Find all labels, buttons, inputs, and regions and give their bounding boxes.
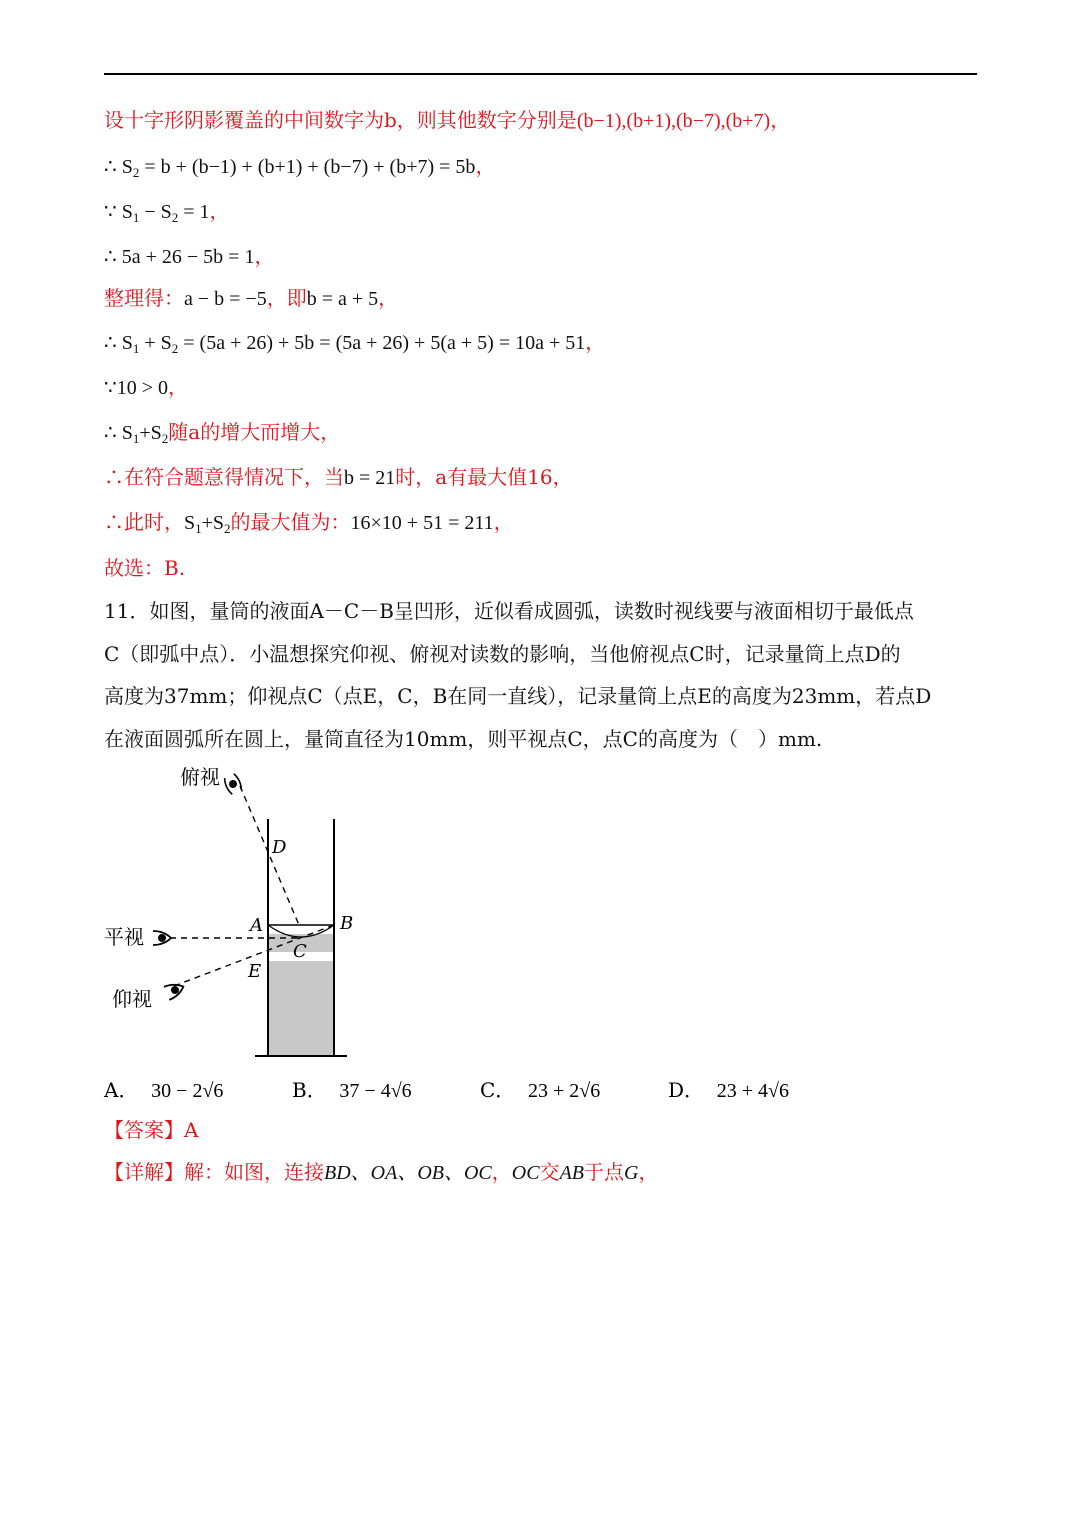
- answer-line: [104, 1116, 198, 1144]
- question-line-1: 11．如图，量筒的液面A－C－B呈凹形，近似看成圆弧，读数时视线要与液面相切于最低点: [104, 599, 914, 623]
- option-a-value: 30 − 2√6: [151, 1080, 224, 1102]
- solution-line-4: ∴ 5a + 26 − 5b = 1，: [104, 244, 275, 268]
- sight-line-top: [240, 786, 299, 925]
- answer-tag: 【答案】: [104, 1118, 184, 1142]
- answer-options: [104, 1074, 864, 1102]
- point-c: C: [293, 941, 307, 962]
- label-mid: 平视: [104, 925, 144, 949]
- eye-icon-mid: [153, 931, 171, 945]
- label-bottom: 仰视: [112, 987, 152, 1011]
- solution-line-3: ∵ $S_1 - S_2 = 1$，: [104, 199, 230, 225]
- solution-line-11: 故选：B.: [104, 556, 186, 580]
- question-line-2: C（即弧中点）．小温想探究仰视、俯视对读数的影响，当他俯视点C时，记录量筒上点D的: [104, 642, 901, 666]
- solution-line-5: 整理得：a − b = −5，即b = a + 5，: [104, 286, 399, 310]
- detail-tag: 【详解】: [104, 1160, 184, 1184]
- option-d-value: 23 + 4√6: [716, 1080, 790, 1102]
- option-c-letter: C．: [480, 1078, 516, 1102]
- header-rule: [104, 73, 977, 75]
- option-b-value: 37 − 4√6: [339, 1080, 412, 1102]
- solution-line-2: ∴ $S_2 = b + (b-1) + (b+1) + (b-7) + (b+7) = 5b$，: [104, 154, 496, 180]
- eye-icon-bottom: [164, 980, 186, 1000]
- solution-line-1: 设十字形阴影覆盖的中间数字为b，则其他数字分别是(b−1),(b+1),(b−7),(b+7)，: [104, 108, 791, 132]
- answer-value: A: [184, 1118, 199, 1142]
- option-b[interactable]: [292, 1074, 412, 1103]
- question-line-3: 高度为37mm；仰视点C（点E，C，B在同一直线），记录量筒上点E的高度为23mm，若点D: [104, 684, 932, 708]
- solution-line-9: ∴在符合题意得情况下，当b = 21时，a有最大值16，: [104, 465, 573, 489]
- option-c-value: 23 + 2√6: [528, 1080, 601, 1102]
- option-a[interactable]: [104, 1074, 223, 1103]
- solution-line-7: ∵10 > 0，: [104, 375, 189, 399]
- solution-line-10: ∴此时，$S_1+S_2$的最大值为：16×10 + 51 = 211，: [104, 510, 514, 536]
- point-a: A: [250, 915, 263, 936]
- eye-icon-top: [223, 773, 243, 795]
- point-b: B: [340, 913, 354, 934]
- option-b-letter: B．: [292, 1078, 327, 1102]
- solution-line-6: ∴ $S_1 + S_2 = (5a + 26) + 5b = (5a + 26) + 5(a + 5) = 10a + 51$，: [104, 330, 606, 356]
- option-d[interactable]: [668, 1074, 789, 1103]
- option-a-letter: A．: [104, 1078, 139, 1102]
- detail-line: 【详解】解：如图，连接BD、OA、OB、OC，OC交AB于点G，: [104, 1160, 659, 1184]
- cylinder-svg: [100, 764, 360, 1064]
- point-d: D: [272, 837, 287, 858]
- cylinder-figure: [100, 764, 360, 1064]
- solution-line-8: ∴ $S_1+S_2$随a的增大而增大，: [104, 420, 341, 446]
- label-top: 俯视: [180, 765, 220, 789]
- option-d-letter: D．: [668, 1078, 705, 1102]
- option-c[interactable]: [480, 1074, 600, 1103]
- question-line-4: 在液面圆弧所在圆上，量筒直径为10mm，则平视点C，点C的高度为（ ）mm.: [104, 727, 823, 751]
- point-e: E: [248, 961, 262, 982]
